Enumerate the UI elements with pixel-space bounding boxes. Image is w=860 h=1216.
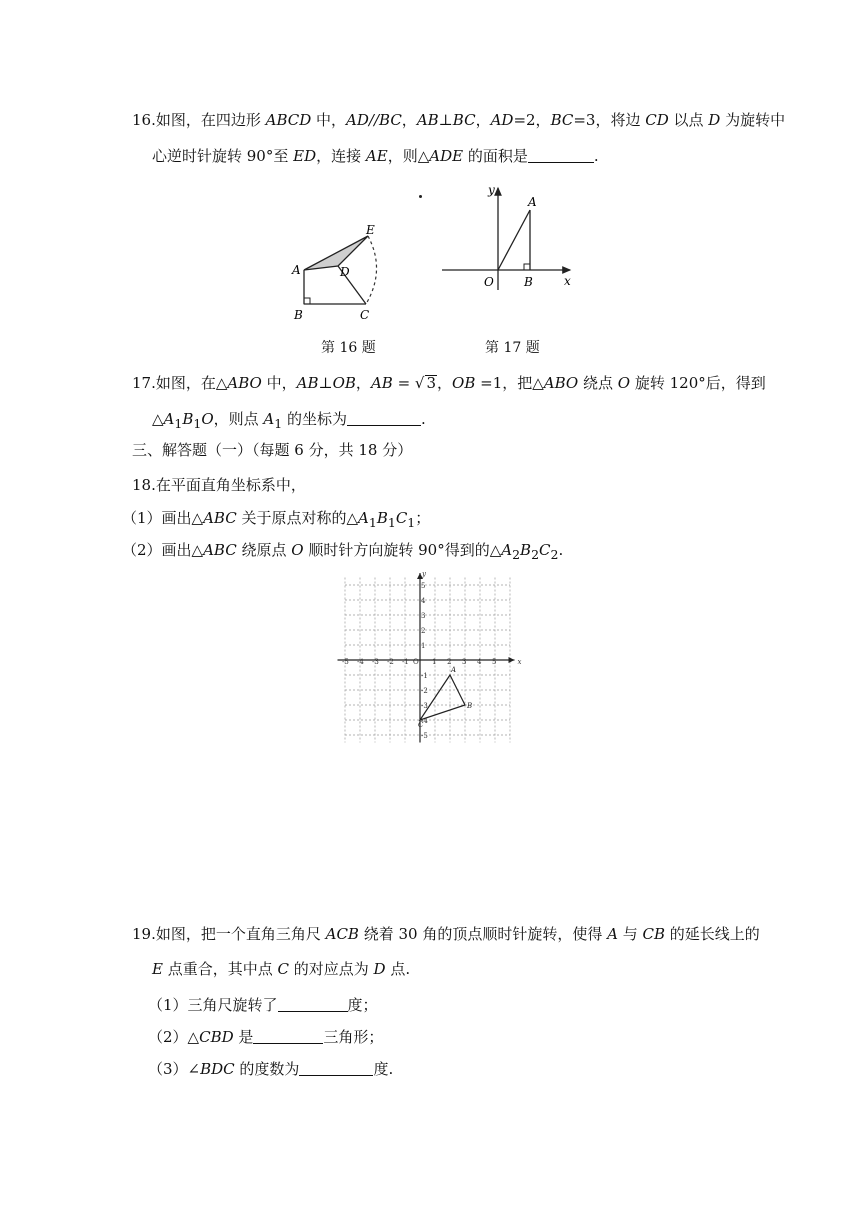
label-o: O — [484, 275, 494, 289]
x-tick-label: -4 — [357, 658, 364, 666]
label-e: E — [366, 223, 375, 237]
q19-blank-3[interactable] — [299, 1060, 373, 1076]
triangle-abc-outline — [420, 675, 465, 720]
q18-line-1: 18.在平面直角坐标系中， — [132, 476, 306, 494]
q17-figure — [436, 182, 576, 294]
label-y: y — [488, 183, 495, 197]
section-heading: 三、解答题（一）（每题 6 分，共 18 分） — [132, 441, 413, 459]
y-tick-label: 5 — [421, 582, 426, 590]
y-tick-label: -2 — [421, 687, 428, 695]
y-tick-label: -1 — [421, 672, 428, 680]
sqrt-symbol: √ — [414, 374, 425, 392]
q16-answer-blank[interactable] — [528, 147, 594, 163]
x-tick-label: 5 — [492, 658, 497, 666]
x-axis-label: x — [517, 658, 522, 666]
y-tick-label: 2 — [421, 627, 426, 635]
x-tick-label: O — [413, 658, 419, 666]
tick-labels — [342, 570, 522, 740]
q19-line-2: E 点重合，其中点 C 的对应点为 D 点. — [152, 960, 411, 978]
label-b: B — [294, 308, 303, 322]
q19-part-2: （2）△CBD 是 三角形； — [148, 1028, 384, 1046]
q19-line-1: 19.如图，把一个直角三角尺 ACB 绕着 30 角的顶点顺时针旋转，使得 A 与 CB 的延长线上的 — [132, 925, 760, 943]
q16-caption: 第 16 题 — [321, 340, 376, 356]
y-axis-label: y — [422, 570, 426, 578]
q16-line-1: 16.如图，在四边形 ABCD 中，AD//BC，AB⊥BC，AD=2，BC=3，将边 CD 以点 D 为旋转中 — [132, 111, 786, 129]
label-a: A — [292, 263, 301, 277]
triangle-ade-shaded — [304, 236, 368, 270]
right-angle-b — [524, 264, 530, 270]
label-c: C — [418, 721, 424, 729]
x-tick-label: -3 — [372, 658, 379, 666]
x-tick-label: -1 — [402, 658, 409, 666]
x-tick-label: 3 — [462, 658, 467, 666]
y-tick-label: -5 — [421, 732, 428, 740]
q18-part-2: （2）画出△ABC 绕原点 O 顺时针方向旋转 90°得到的$\triangle A_2B_2C_2$. — [122, 541, 564, 562]
x-tick-label: -2 — [387, 658, 394, 666]
x-tick-label: -5 — [342, 658, 349, 666]
y-tick-label: -3 — [421, 702, 428, 710]
x-axis-arrow — [509, 657, 515, 663]
label-b: B — [524, 275, 533, 289]
label-b: B — [467, 702, 473, 710]
y-tick-label: -4 — [421, 717, 428, 725]
q16-figure — [286, 222, 386, 322]
q19-part-3: （3）∠BDC 的度数为 度. — [148, 1060, 394, 1078]
right-angle-b — [304, 298, 310, 304]
q17-line-1: 17.如图，在△ABO 中，AB⊥OB，AB = √ 3，OB =1，把△ABO 绕点 O 旋转 120°后，得到 — [132, 374, 766, 392]
label-a: A — [528, 195, 537, 209]
label-d: D — [340, 265, 350, 279]
q17-line-2: $\triangle A_1B_1O$，则点 $A_1$ 的坐标为 . — [152, 410, 426, 431]
label-c: C — [360, 308, 370, 322]
q17-caption: 第 17 题 — [485, 340, 540, 356]
q19-blank-2[interactable] — [253, 1028, 323, 1044]
x-tick-label: 2 — [447, 658, 452, 666]
stray-dot — [419, 195, 422, 198]
x-tick-label: 1 — [432, 658, 437, 666]
q19-blank-1[interactable] — [278, 996, 348, 1012]
x-tick-label: 4 — [477, 658, 482, 666]
q18-part-1: （1）画出△ABC 关于原点对称的$\triangle A_1B_1C_1$； — [122, 509, 431, 530]
y-tick-label: 4 — [421, 597, 426, 605]
label-x: x — [564, 274, 571, 288]
label-a: A — [451, 666, 457, 674]
q17-answer-blank[interactable] — [347, 410, 421, 426]
segment-oa — [498, 210, 530, 270]
y-tick-label: 1 — [421, 642, 426, 650]
q19-part-1: （1）三角尺旋转了 度； — [148, 996, 378, 1014]
q18-coordinate-grid[interactable] — [340, 570, 522, 742]
y-tick-label: 3 — [421, 612, 426, 620]
arc-ce — [366, 236, 377, 304]
q16-line-2: 心逆时针旋转 90°至 ED，连接 AE，则△ADE 的面积是 . — [152, 147, 599, 165]
